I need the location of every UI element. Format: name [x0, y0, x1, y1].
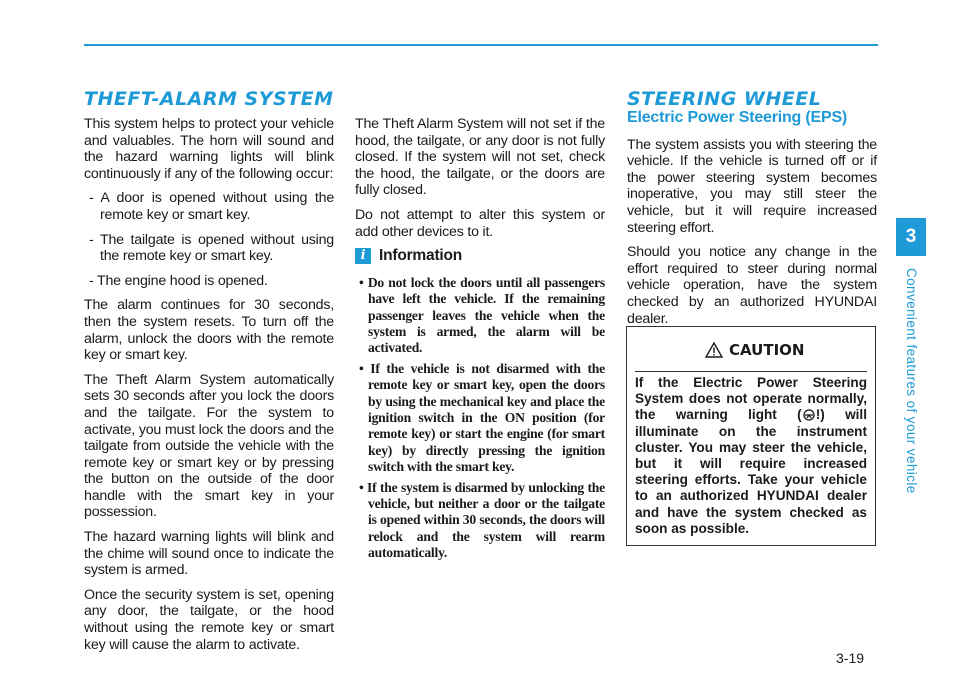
condition-item: - The engine hood is opened. [89, 272, 268, 289]
right-column [627, 110, 877, 335]
eps-subheading: Electric Power Steering (EPS) [627, 109, 848, 126]
eps-description-paragraph: The system assists you with steering the vehicle. If the vehicle is turned off or if the power steering system becomes inoperative, you may still steer the vehicle, but it will require increased steering effort. [627, 136, 877, 236]
warning-triangle-icon [705, 342, 723, 358]
do-not-alter-paragraph: Do not attempt to alter this system or add other devices to it. [355, 206, 605, 240]
theft-alarm-intro: This system helps to protect your vehicle and valuables. The horn will sound and the hazard warning lights will blink continuously if any of the following occur: [84, 116, 334, 182]
left-column [84, 116, 334, 661]
caution-divider [635, 371, 867, 372]
information-list [355, 275, 605, 562]
steering-wheel-heading: STEERING WHEEL [627, 88, 822, 110]
info-icon: i [355, 248, 371, 264]
chapter-number-tab: 3 [896, 218, 926, 256]
alarm-duration-paragraph: The alarm continues for 30 seconds, then the system resets. To turn off the alarm, unlock the doors with the remote key or smart key. [84, 297, 334, 364]
page-number: 3-19 [836, 650, 865, 666]
information-header [355, 248, 605, 265]
caution-text: If the Electric Power Steering System does not operate normally, the warning light ( !) will illuminate on the instrument cluster. You may steer the vehicle, but it will require increased steering efforts. Take your vehicle to an authorized HYUNDAI dealer and have the system checked as soon as possible. [635, 375, 867, 536]
information-title: Information [379, 247, 463, 265]
eps-dealer-paragraph: Should you notice any change in the effort required to steer during normal vehicle operation, have the system checked by an authorized HYUNDAI dealer. [627, 244, 877, 327]
condition-item: - The tailgate is opened without using the remote key or smart key. [89, 231, 334, 265]
condition-item: - A door is opened without using the remote key or smart key. [89, 190, 335, 223]
information-item: • If the vehicle is not disarmed with the remote key or smart key, open the doors by using the mechanical key and place the ignition switch in the ON position (for remote key) or start the engine (for smart key) by directly pressing the ignition switch with the smart key. [359, 360, 605, 475]
theft-alarm-heading: THEFT-ALARM SYSTEM [84, 88, 334, 110]
caution-title: CAUTION [729, 341, 805, 359]
eps-warning-light-icon [802, 409, 816, 421]
information-item: • Do not lock the doors until all passengers have left the vehicle. If the remaining passenger leaves the vehicle when the system is armed, the alarm will be activated. [359, 274, 606, 356]
caution-header [705, 341, 804, 359]
caution-box [626, 326, 876, 546]
alarm-trigger-paragraph: Once the security system is set, opening any door, the tailgate, or the hood without using the remote key or smart key will cause the alarm to activate. [84, 586, 334, 653]
armed-indicator-paragraph: The hazard warning lights will blink and the chime will sound once to indicate the system is armed. [84, 529, 334, 579]
not-set-paragraph: The Theft Alarm System will not set if the hood, the tailgate, or any door is not fully closed. If the system will not set, check the hood, the tailgate, or the doors are fully closed. [355, 116, 605, 199]
middle-column [355, 116, 605, 566]
header-rule [84, 44, 878, 46]
auto-arm-paragraph: The Theft Alarm System automatically sets 30 seconds after you lock the doors and the tailgate. For the system to activate, you must lock the doors and the tailgate from outside the vehicle with the remote key or smart key or by pressing the button on the outside of the door handle with the smart key in your possession. [84, 371, 334, 521]
information-item: • If the system is disarmed by unlocking the vehicle, but neither a door or the tailgate is opened within 30 seconds, the doors will relock and the system will rearm automatically. [359, 479, 605, 561]
